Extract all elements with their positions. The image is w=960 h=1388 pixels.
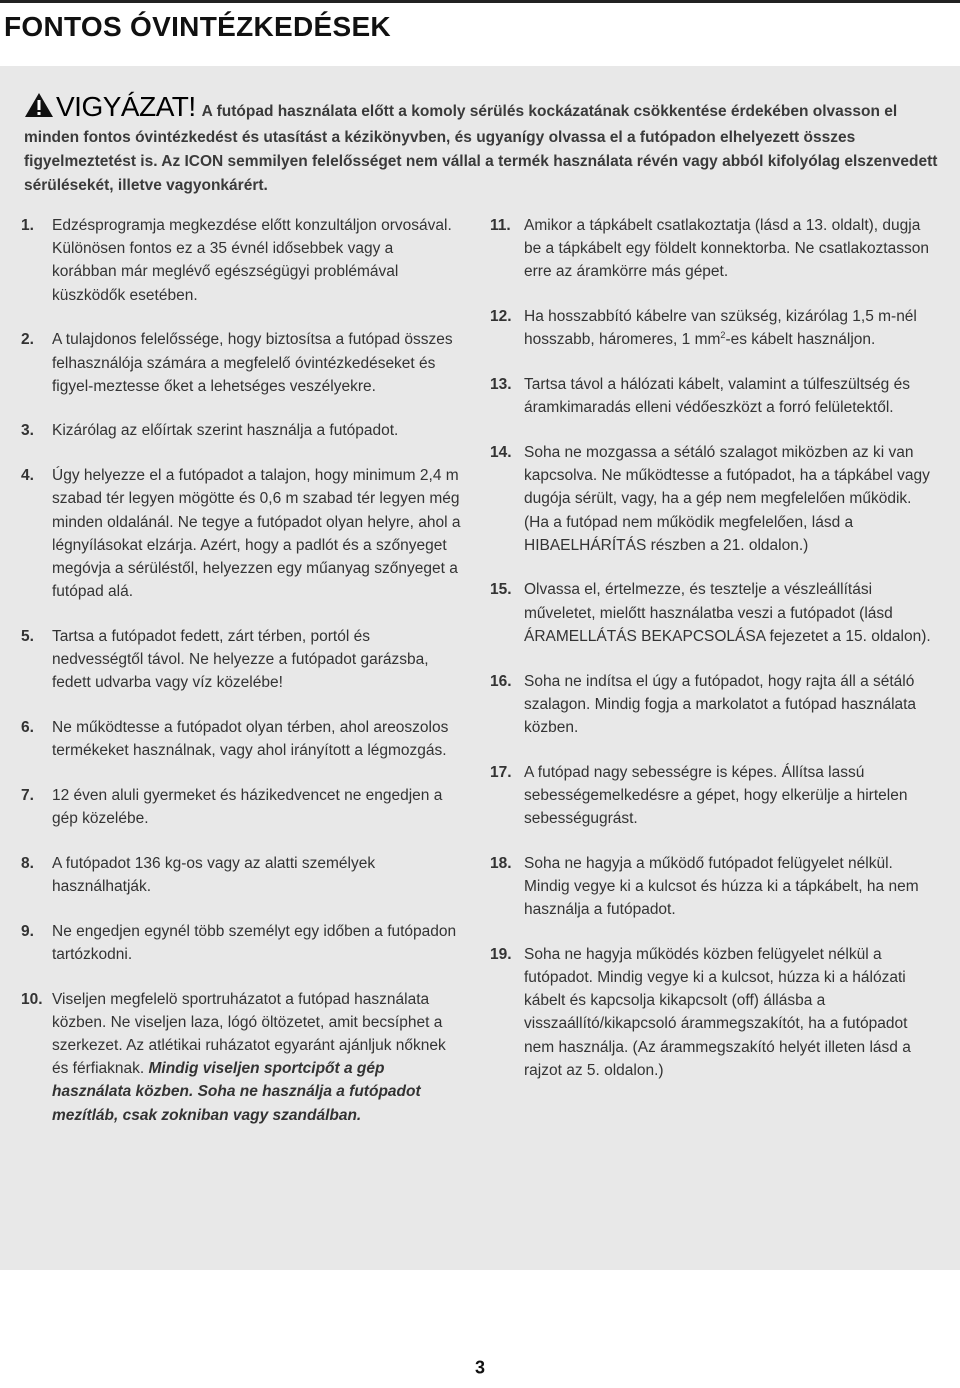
item-text: Tartsa a futópadot fedett, zárt térben, portól és nedvességtől távol. Ne helyezze a futópadot garázsba, fedett udvarba vagy víz közelébe! (52, 627, 429, 692)
item-number: 18. (490, 854, 512, 872)
list-item (21, 988, 461, 1127)
item-text: Tartsa távol a hálózati kábelt, valamint a túlfeszültség és áramkimaradás elleni védőeszközt a forró felületektől. (524, 376, 910, 417)
item-text: Kizárólag az előírtak szerint használja a futópadot. (52, 422, 399, 440)
list-item (21, 464, 461, 603)
warning-triangle-icon (24, 92, 54, 126)
item-text-italic: Mindig viseljen sportcipőt a gép használata közben. Soha ne használja a futópadot mezítláb, csak zokniban vagy szandálban. (52, 1060, 421, 1124)
item-text: Úgy helyezze el a futópadot a talajon, hogy minimum 2,4 m szabad tér legyen mögötte és 0,6 m szabad tér legyen még minden oldalánál. Ne tegye a futópadot olyan helyre, ahol a légnyílásokat elzárja. Azért, hogy a padlót és a szőnyeget megóvja a sérüléstől, helyezzen egy műanyag szőnyeget a futópad alá. (52, 467, 461, 601)
item-text: Soha ne mozgassa a sétáló szalagot miközben az ki van kapcsolva. Ne működtesse a futópadot, ha a tápkábel vagy dugója sérült, vagy, ha a gép nem megfelelően működik. (Ha a futópad nem működik megfelelően, lásd a HIBAELHÁRÍTÁS részben a 21. oldalon.) (524, 443, 930, 554)
left-column (21, 214, 461, 1148)
list-item (21, 852, 461, 898)
item-number: 4. (21, 467, 34, 485)
item-number: 11. (490, 217, 511, 234)
item-text: Ne működtesse a futópadot olyan térben, ahol areoszolos termékeket használnak, vagy ahol irányított a légmozgás. (52, 718, 449, 760)
item-number: 8. (21, 854, 34, 872)
item-number: 9. (21, 922, 34, 940)
list-item (21, 625, 461, 695)
list-item (490, 441, 940, 557)
item-text: A tulajdonos felelőssége, hogy biztosítsa a futópad összes felhasználója számára a megfelelő óvintézkedéseket és figyel-meztesse őket a lehetséges veszélyekre. (52, 331, 453, 395)
list-item (490, 305, 940, 351)
superscript: 2 (720, 330, 726, 341)
warning-label: VIGYÁZAT! (56, 91, 196, 122)
list-item (490, 670, 940, 740)
item-number: 14. (490, 443, 512, 461)
list-item (21, 784, 461, 830)
list-item (490, 578, 940, 648)
item-text: Ha hosszabbító kábelre van szükség, kizárólag 1,5 m-nél hosszabb, háromeres, 1 mm (524, 308, 917, 349)
list-item (490, 373, 940, 419)
item-number: 7. (21, 786, 34, 804)
item-number: 6. (21, 718, 34, 736)
item-text: Viseljen megfelelö sportruházatot a futópad használata közben. Ne viseljen laza, lógó öltözetet, amit becsíphet a szerkezet. Az atlétikai ruházatot egyaránt ajánljuk nőknek és férfiaknak. (52, 990, 446, 1078)
item-text: Soha ne hagyja a működő futópadot felügyelet nélkül. Mindig vegye ki a kulcsot és húzza ki a tápkábelt, ha nem használja a futópadot. (524, 854, 919, 919)
list-item (490, 852, 940, 922)
safety-panel (0, 66, 960, 1270)
item-text: Soha ne indítsa el úgy a futópadot, hogy rajta áll a sétáló szalagon. Mindig fogja a markolatot a futópad használata közben. (524, 672, 917, 736)
item-number: 15. (490, 581, 512, 599)
item-text: A futópad nagy sebességre is képes. Állítsa lassú sebességemelkedésre a gépet, hogy elkerülje a hirtelen sebességugrást. (524, 763, 908, 828)
list-item (490, 943, 940, 1082)
item-number: 12. (490, 308, 512, 326)
item-number: 2. (21, 331, 34, 349)
item-text: Edzésprogramja megkezdése előtt konzultáljon orvosával. Különösen fontos ez a 35 évnél idősebbek vagy a korábban már meglévő egészségügyi problémával küszködők esetében. (52, 217, 452, 304)
item-text: Olvassa el, értelmezze, és tesztelje a vészleállítási műveletet, mielőtt használatba veszi a futópadot (lásd ÁRAMELLÁTÁS BEKAPCSOLÁSA fejezetet a 15. oldalon). (524, 581, 931, 645)
item-number: 13. (490, 376, 512, 394)
item-text: A futópadot 136 kg-os vagy az alatti személyek használhatják. (52, 854, 376, 895)
right-column (490, 214, 940, 1104)
item-number: 1. (21, 217, 34, 234)
list-item (21, 328, 461, 398)
item-number: 5. (21, 627, 34, 645)
list-item (21, 419, 461, 442)
item-text-end: -es kábelt használjon. (725, 331, 876, 349)
warning-text: A futópad használata előtt a komoly sérülés kockázatának csökkentése érdekében olvasson el minden fontos óvintézkedést és utasítást a kézikönyvben, és ugyanígy olvassa el a futópadon elhelyezett összes figyelmeztetést is. Az ICON semmilyen felelősséget nem vállal a termék használata révén vagy abból kifolyólag elszenvedett sérülésekét, illetve vagyonkárért. (24, 103, 938, 194)
list-item (490, 761, 940, 831)
list-item (490, 214, 940, 284)
item-text: 12 éven aluli gyermeket és házikedvencet ne engedjen a gép közelébe. (52, 786, 443, 828)
item-number: 19. (490, 945, 512, 963)
item-text-wrap (524, 305, 940, 351)
item-text: Amikor a tápkábelt csatlakoztatja (lásd a 13. oldalt), dugja be a tápkábelt egy földelt konnektorba. Ne csatlakoztasson erre az áramkörre más gépet. (524, 217, 929, 281)
item-number: 10. (21, 990, 43, 1008)
item-number: 17. (490, 763, 512, 781)
list-item (21, 716, 461, 762)
item-text-wrap (52, 988, 461, 1127)
top-rule (0, 0, 960, 3)
page-number: 3 (474, 1357, 485, 1378)
list-item (21, 214, 461, 307)
list-item (21, 920, 461, 966)
item-number: 3. (21, 422, 34, 440)
item-text: Soha ne hagyja működés közben felügyelet nélkül a futópadot. Mindig vegye ki a kulcsot, húzza ki a hálózati kábelt és kapcsolja kikapcsolt (off) állásba a visszaállító/kikapcsoló árammegszakítót, ha a futópadot nem használja. (Az árammegszakító helyét illeten lásd a rajzot az 5. oldalon.) (524, 945, 911, 1079)
page-title: FONTOS ÓVINTÉZKEDÉSEK (4, 11, 391, 42)
warning-block (24, 92, 944, 198)
item-text: Ne engedjen egynél több személyt egy időben a futópadon tartózkodni. (52, 922, 457, 963)
item-number: 16. (490, 672, 512, 690)
